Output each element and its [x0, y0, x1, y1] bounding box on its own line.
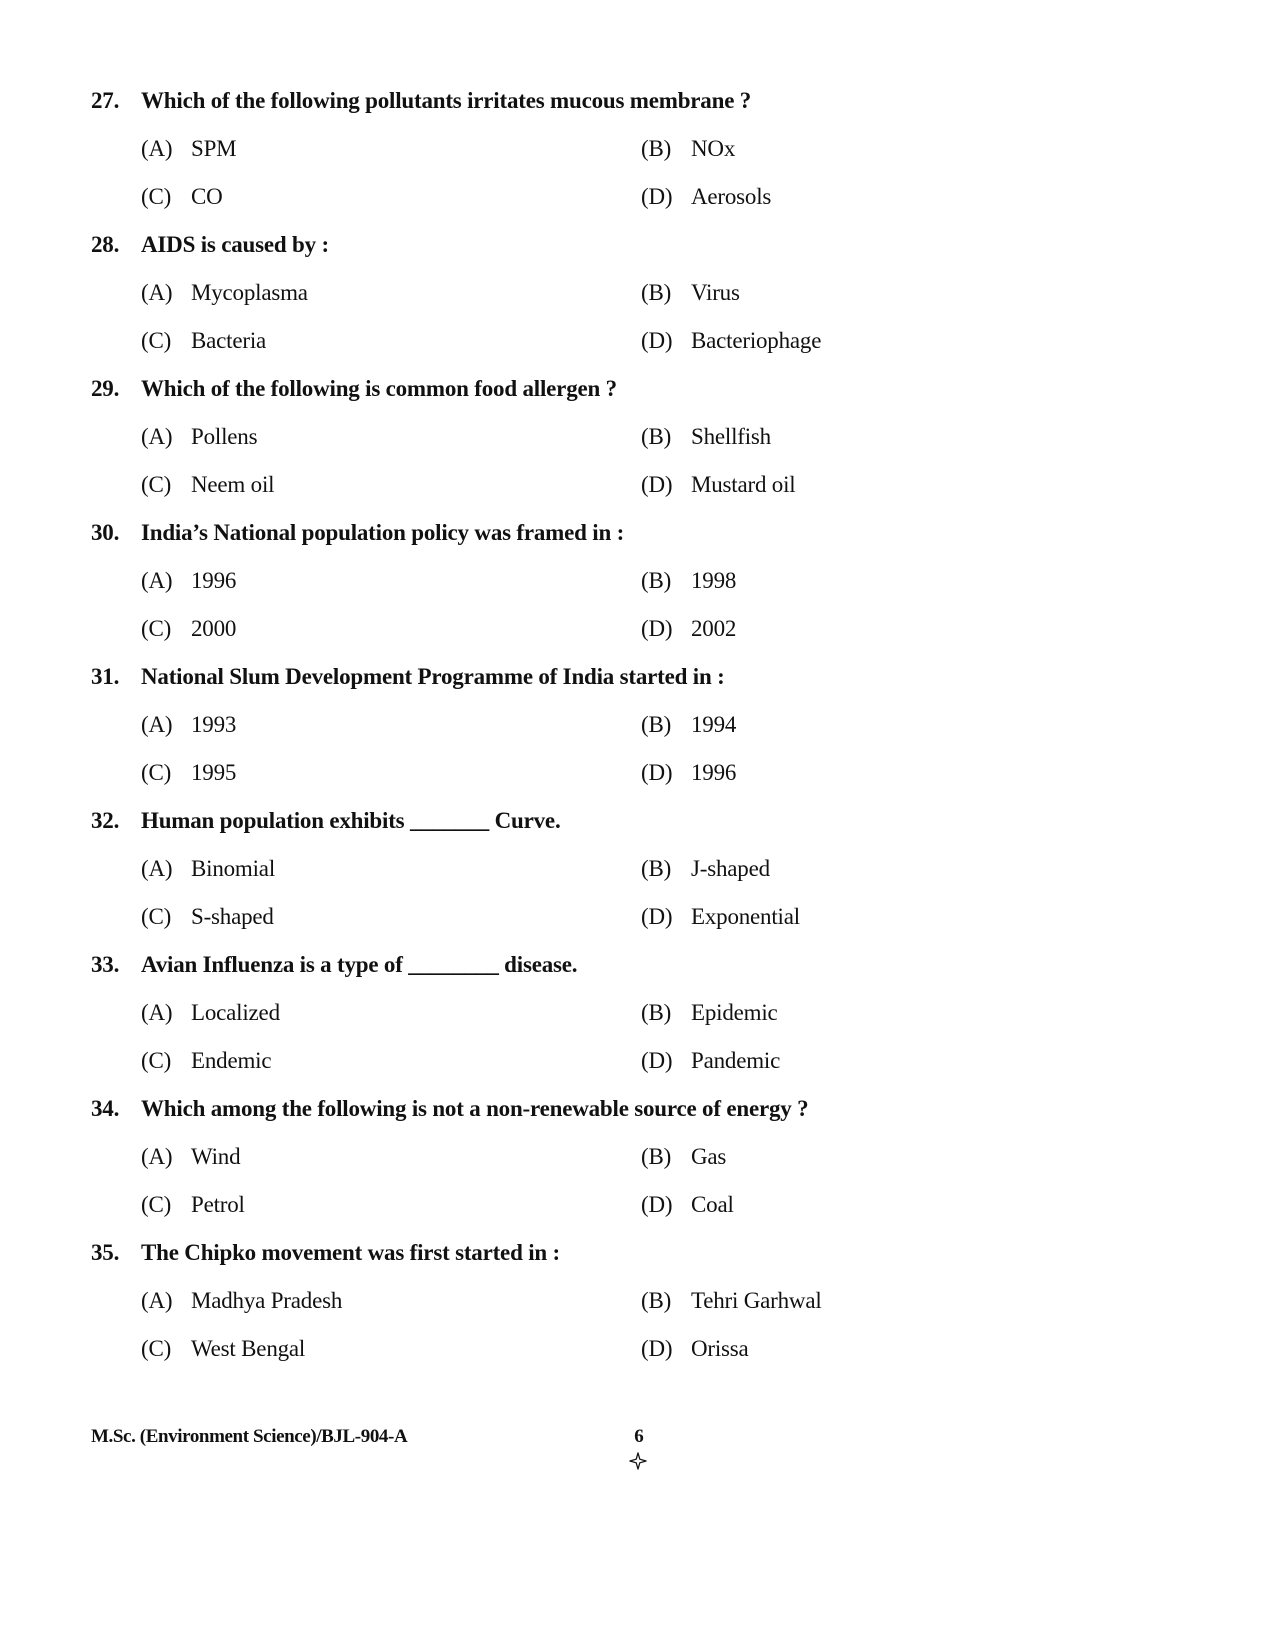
option-c	[141, 1192, 641, 1218]
option-d	[641, 616, 1141, 642]
option-letter: (C)	[141, 328, 172, 353]
question	[91, 952, 1091, 1096]
question	[91, 664, 1091, 808]
option-text: Petrol	[191, 1192, 245, 1217]
option-letter: (C)	[141, 616, 172, 641]
option-text: Mycoplasma	[191, 280, 308, 305]
option-c	[141, 328, 641, 354]
question	[91, 808, 1091, 952]
option-b	[641, 136, 1141, 162]
option-row	[91, 472, 1091, 520]
question	[91, 88, 1091, 232]
option-text: 1994	[691, 712, 737, 737]
option-text: Tehri Garhwal	[691, 1288, 822, 1313]
option-b	[641, 1000, 1141, 1026]
question	[91, 376, 1091, 520]
option-text: Gas	[691, 1144, 727, 1169]
question-text: Which of the following pollutants irritates mucous membrane ?	[141, 88, 752, 113]
question-text: National Slum Development Programme of India started in :	[141, 664, 725, 689]
option-text: Binomial	[191, 856, 276, 881]
question	[91, 1240, 1091, 1384]
option-row	[91, 424, 1091, 472]
option-letter: (A)	[141, 424, 173, 449]
option-text: Coal	[691, 1192, 734, 1217]
option-d	[641, 1336, 1141, 1362]
option-b	[641, 424, 1141, 450]
option-letter: (A)	[141, 1288, 173, 1313]
option-text: 1996	[191, 568, 237, 593]
option-text: S-shaped	[191, 904, 274, 929]
option-letter: (B)	[641, 280, 672, 305]
option-text: Mustard oil	[691, 472, 796, 497]
option-text: Virus	[691, 280, 740, 305]
option-row	[91, 1048, 1091, 1096]
page-footer	[91, 1426, 1191, 1486]
option-a	[141, 712, 641, 738]
option-a	[141, 1144, 641, 1170]
option-row	[91, 856, 1091, 904]
option-text: Aerosols	[691, 184, 772, 209]
option-row	[91, 136, 1091, 184]
option-letter: (D)	[641, 1192, 673, 1217]
option-a	[141, 136, 641, 162]
question-number: 33.	[91, 952, 120, 977]
option-letter: (C)	[141, 184, 172, 209]
option-a	[141, 1000, 641, 1026]
question-stem	[91, 376, 1091, 424]
option-text: Pollens	[191, 424, 258, 449]
question-text: India’s National population policy was framed in :	[141, 520, 625, 545]
option-b	[641, 856, 1141, 882]
question-stem	[91, 808, 1091, 856]
option-text: 1996	[691, 760, 737, 785]
option-c	[141, 184, 641, 210]
option-c	[141, 472, 641, 498]
option-a	[141, 1288, 641, 1314]
question-stem	[91, 1240, 1091, 1288]
option-letter: (B)	[641, 1288, 672, 1313]
option-text: Orissa	[691, 1336, 749, 1361]
option-c	[141, 616, 641, 642]
option-letter: (C)	[141, 472, 172, 497]
option-letter: (C)	[141, 1048, 172, 1073]
option-letter: (B)	[641, 1000, 672, 1025]
option-c	[141, 1048, 641, 1074]
question-stem	[91, 88, 1091, 136]
option-row	[91, 1000, 1091, 1048]
option-d	[641, 760, 1141, 786]
question-list	[91, 88, 1091, 1384]
question	[91, 520, 1091, 664]
option-letter: (A)	[141, 1144, 173, 1169]
question-text: Which of the following is common food allergen ?	[141, 376, 617, 401]
option-letter: (D)	[641, 616, 673, 641]
option-letter: (D)	[641, 184, 673, 209]
option-text: West Bengal	[191, 1336, 306, 1361]
question-number: 29.	[91, 376, 120, 401]
option-text: Bacteriophage	[691, 328, 822, 353]
option-text: 1995	[191, 760, 237, 785]
question-number: 35.	[91, 1240, 120, 1265]
option-text: Exponential	[691, 904, 800, 929]
option-letter: (D)	[641, 904, 673, 929]
option-text: CO	[191, 184, 223, 209]
option-c	[141, 904, 641, 930]
option-letter: (B)	[641, 136, 672, 161]
question-stem	[91, 520, 1091, 568]
option-row	[91, 1336, 1091, 1384]
question	[91, 232, 1091, 376]
question-text: AIDS is caused by :	[141, 232, 329, 257]
option-text: Madhya Pradesh	[191, 1288, 343, 1313]
option-a	[141, 280, 641, 306]
option-letter: (D)	[641, 1048, 673, 1073]
option-b	[641, 712, 1141, 738]
option-c	[141, 760, 641, 786]
question-number: 34.	[91, 1096, 120, 1121]
option-text: Epidemic	[691, 1000, 778, 1025]
option-row	[91, 184, 1091, 232]
option-text: 1993	[191, 712, 237, 737]
option-text: NOx	[691, 136, 736, 161]
question-number: 31.	[91, 664, 120, 689]
question-text: The Chipko movement was first started in :	[141, 1240, 560, 1265]
option-row	[91, 1144, 1091, 1192]
option-d	[641, 1192, 1141, 1218]
option-row	[91, 1288, 1091, 1336]
question-number: 28.	[91, 232, 120, 257]
option-text: 2000	[191, 616, 237, 641]
question-number: 30.	[91, 520, 120, 545]
page-number: 6	[634, 1426, 644, 1447]
option-d	[641, 1048, 1141, 1074]
option-row	[91, 1192, 1091, 1240]
option-letter: (B)	[641, 712, 672, 737]
option-text: Endemic	[191, 1048, 272, 1073]
option-row	[91, 616, 1091, 664]
option-letter: (A)	[141, 136, 173, 161]
question-stem	[91, 1096, 1091, 1144]
option-letter: (C)	[141, 1192, 172, 1217]
question-number: 32.	[91, 808, 120, 833]
question-text: Which among the following is not a non-renewable source of energy ?	[141, 1096, 809, 1121]
question-text: Avian Influenza is a type of ________ disease.	[141, 952, 578, 977]
option-letter: (A)	[141, 856, 173, 881]
option-text: Shellfish	[691, 424, 771, 449]
question-stem	[91, 664, 1091, 712]
option-letter: (A)	[141, 568, 173, 593]
option-letter: (D)	[641, 1336, 673, 1361]
question	[91, 1096, 1091, 1240]
option-row	[91, 280, 1091, 328]
four-point-star-icon	[629, 1452, 647, 1470]
option-text: 1998	[691, 568, 737, 593]
question-text: Human population exhibits _______ Curve.	[141, 808, 561, 833]
option-letter: (A)	[141, 712, 173, 737]
option-letter: (C)	[141, 760, 172, 785]
option-text: Wind	[191, 1144, 241, 1169]
option-letter: (B)	[641, 424, 672, 449]
option-d	[641, 472, 1141, 498]
option-d	[641, 184, 1141, 210]
option-b	[641, 1288, 1141, 1314]
option-text: Pandemic	[691, 1048, 781, 1073]
option-row	[91, 328, 1091, 376]
option-a	[141, 856, 641, 882]
option-d	[641, 904, 1141, 930]
option-letter: (C)	[141, 904, 172, 929]
option-letter: (D)	[641, 760, 673, 785]
option-letter: (C)	[141, 1336, 172, 1361]
option-row	[91, 904, 1091, 952]
option-text: Neem oil	[191, 472, 275, 497]
option-row	[91, 760, 1091, 808]
option-row	[91, 712, 1091, 760]
option-text: J-shaped	[691, 856, 770, 881]
option-text: 2002	[691, 616, 737, 641]
option-a	[141, 568, 641, 594]
option-letter: (A)	[141, 280, 173, 305]
question-stem	[91, 952, 1091, 1000]
option-d	[641, 328, 1141, 354]
option-letter: (B)	[641, 856, 672, 881]
option-letter: (D)	[641, 472, 673, 497]
option-letter: (B)	[641, 1144, 672, 1169]
option-b	[641, 280, 1141, 306]
option-text: SPM	[191, 136, 237, 161]
question-stem	[91, 232, 1091, 280]
option-text: Localized	[191, 1000, 280, 1025]
option-row	[91, 568, 1091, 616]
option-b	[641, 1144, 1141, 1170]
option-text: Bacteria	[191, 328, 267, 353]
option-letter: (D)	[641, 328, 673, 353]
option-b	[641, 568, 1141, 594]
option-letter: (A)	[141, 1000, 173, 1025]
option-a	[141, 424, 641, 450]
paper-code: M.Sc. (Environment Science)/BJL-904-A	[91, 1426, 408, 1447]
question-number: 27.	[91, 88, 120, 113]
option-letter: (B)	[641, 568, 672, 593]
option-c	[141, 1336, 641, 1362]
